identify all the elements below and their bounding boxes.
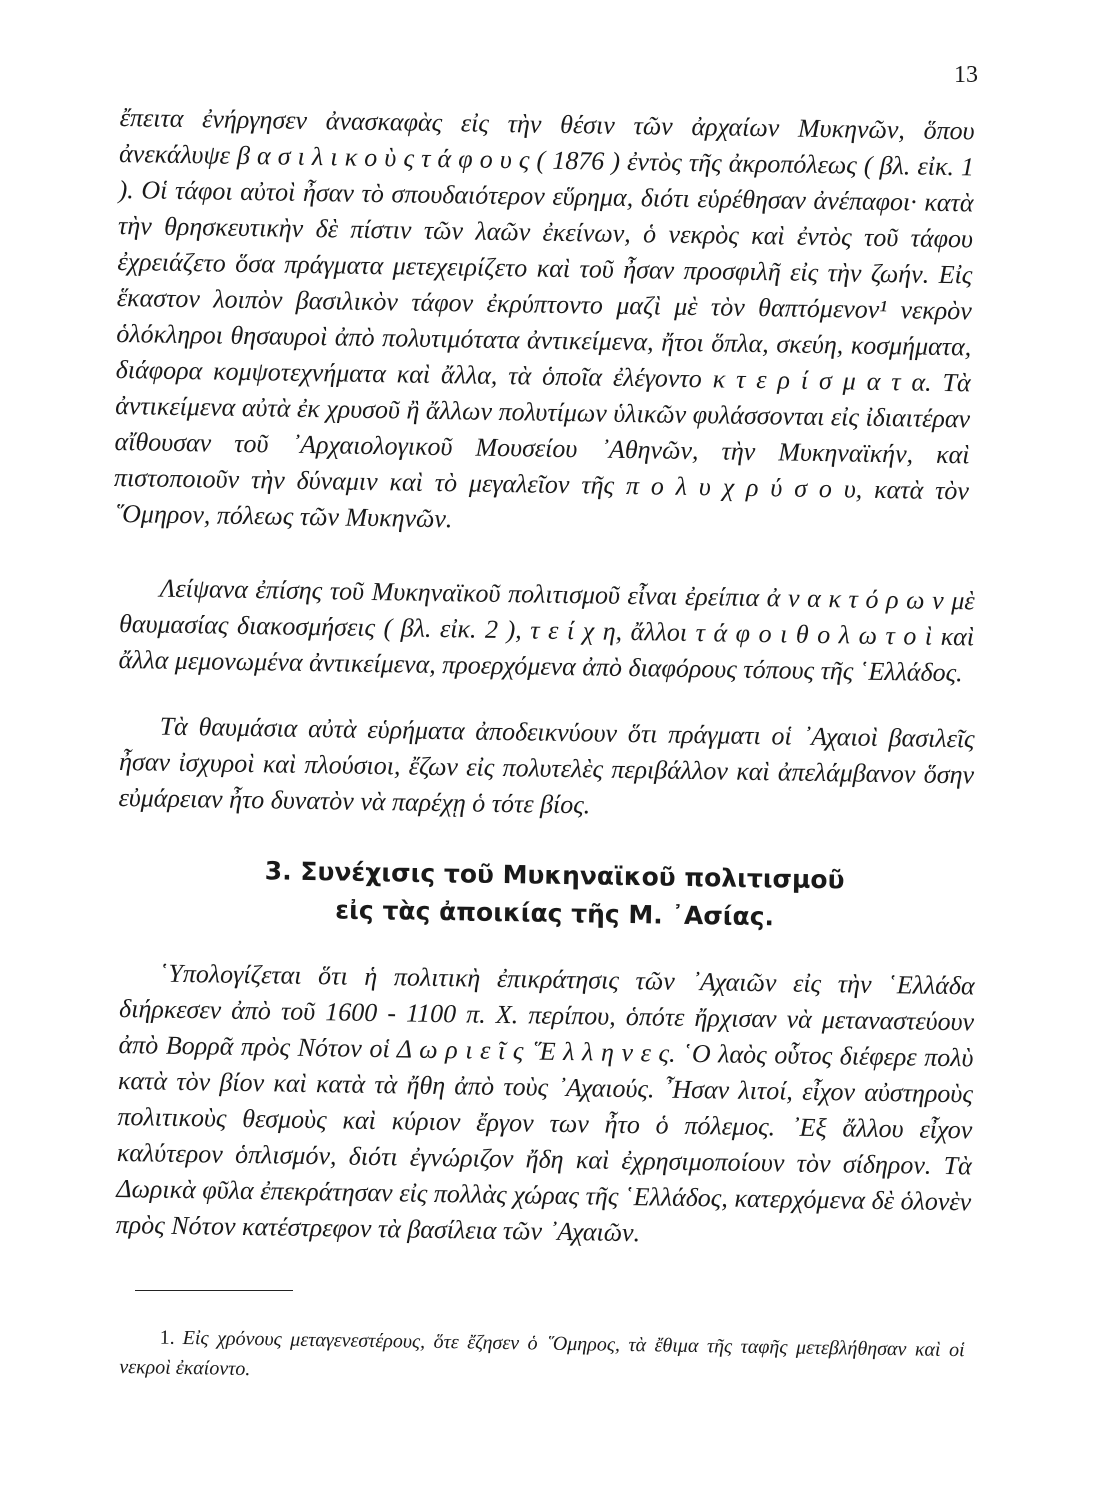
body-paragraph-4: ῾Υπολογίζεται ὅτι ἡ πολιτικὴ ἐπικράτησις τῶν ᾽Αχαιῶν εἰς τὴν ῾Ελλάδα διήρκεσεν ἀπὸ τοῦ 1600 - 1100 π. Χ. περίπου, ὁπότε ἤρχισαν νὰ μεταναστεύουν ἀπὸ Βορρᾶ πρὸς Νότον οἱ Δ ω ρ ι ε ῖ ς ῞Ε λ λ η ν ε ς. ῾Ο λαὸς οὗτος διέφερε πολὺ κατὰ τὸν βίον καὶ κατὰ τὰ ἤθη ἀπὸ τοὺς ᾽Αχαιούς. ῏Ησαν λιτοί, εἶχον αὐστηροὺς πολιτικοὺς θεσμοὺς καὶ κύριον ἔργον των ἦτο ὁ πόλεμος. ᾽Εξ ἄλλου εἶχον καλύτερον ὁπλισμόν, διότι ἐγνώριζον ἤδη καὶ ἐχρησιμοποίουν τὸν σίδηρον. Τὰ Δωρικὰ φῦλα ἐπεκράτησαν εἰς πολλὰς χώρας τῆς ῾Ελλάδος, κατερχόμενα δὲ ὁλονὲν πρὸς Νότον κατέστρεφον τὰ βασίλεια τῶν ᾽Αχαιῶν. [115,958,975,1248]
page-number: 13 [954,62,978,88]
section-heading-line-2: εἰς τὰς ἀποικίας τῆς Μ. ᾽Ασίας. [335,895,775,932]
body-paragraph-1: ἔπειτα ἐνήργησεν ἀνασκαφὰς εἰς τὴν θέσιν τῶν ἀρχαίων Μυκηνῶν, ὅπου ἀνεκάλυψε β α σ ι λ ι κ ο ὺ ς τ ά φ ο υ ς ( 1876 ) ἐντὸς τῆς ἀκροπόλεως ( βλ. εἰκ. 1 ). Οἱ τάφοι αὐτοὶ ἦσαν τὸ σπουδαιότερον εὕρημα, διότι εὑρέθησαν ἀνέπαφοι· κατὰ τὴν θρησκευτικὴν δὲ πίστιν τῶν λαῶν ἐκείνων, ὁ νεκρὸς καὶ ἐντὸς τοῦ τάφου ἐχρειάζετο ὅσα πράγματα μετεχειρίζετο καὶ τοῦ ἦσαν προσφιλῆ εἰς τὴν ζωήν. Εἰς ἕκαστον λοιπὸν βασιλικὸν τάφον ἐκρύπτοντο μαζὶ μὲ τὸν θαπτόμενον¹ νεκρὸν ὁλόκληροι θησαυροὶ ἀπὸ πολυτιμότατα ἀντικείμενα, ἤτοι ὅπλα, σκεύη, κοσμήματα, διάφορα κομψοτεχνήματα καὶ ἄλλα, τὰ ὁποῖα ἐλέγοντο κ τ ε ρ ί σ μ α τ α. Τὰ ἀντικείμενα αὐτὰ ἐκ χρυσοῦ ἢ ἄλλων πολυτίμων ὑλικῶν φυλάσσονται εἰς ἰδιαιτέραν αἴθουσαν τοῦ ᾽Αρχαιολογικοῦ Μουσείου ᾽Αθηνῶν, τὴν Μυκηναϊκήν, καὶ πιστοποιοῦν τὴν δύναμιν καὶ τὸ μεγαλεῖον τῆς π ο λ υ χ ρ ύ σ ο υ, κατὰ τὸν ῞Ομηρον, πόλεως τῶν Μυκηνῶν. [113,102,975,534]
footnote-divider [135,1290,293,1291]
section-heading-line-1: 3. Συνέχισις τοῦ Μυκηναϊκοῦ πολιτισμοῦ [264,856,845,895]
footnote-text: Εἰς χρόνους μεταγενεστέρους, ὅτε ἔζησεν ὁ ῞Ομηρος, τὰ ἔθιμα τῆς ταφῆς μετεβλήθησαν καὶ οἱ νεκροὶ ἐκαίοντο. [119,1326,965,1381]
footnote [119,1322,965,1395]
footnote-number: 1. [159,1326,175,1349]
body-paragraph-3: Τὰ θαυμάσια αὐτὰ εὑρήματα ἀποδεικνύουν ὅτι πράγματι οἱ ᾽Αχαιοὶ βασιλεῖς ἦσαν ἰσχυροὶ καὶ πλούσιοι, ἔζων εἰς πολυτελὲς περιβάλλον καὶ ἀπελάμβανον ὅσην εὐμάρειαν ἦτο δυνατὸν νὰ παρέχῃ ὁ τότε βίος. [118,711,975,820]
body-paragraph-2: Λείψανα ἐπίσης τοῦ Μυκηναϊκοῦ πολιτισμοῦ εἶναι ἐρείπια ἀ ν α κ τ ό ρ ω ν μὲ θαυμασίας διακοσμήσεις ( βλ. εἰκ. 2 ), τ ε ί χ η, ἄλλοι τ ά φ ο ι θ ο λ ω τ ο ὶ καὶ ἄλλα μεμονωμένα ἀντικείμενα, προερχόμενα ἀπὸ διαφόρους τόπους τῆς ῾Ελλάδος. [118,573,975,688]
